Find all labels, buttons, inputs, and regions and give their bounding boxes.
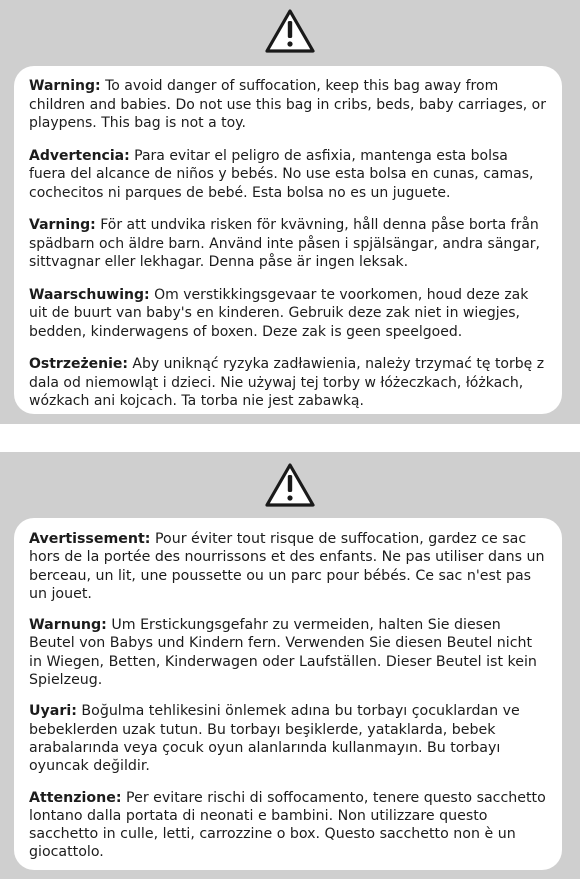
warning-label: Varning:	[29, 217, 96, 233]
warning-paragraph-es	[29, 147, 547, 203]
warning-label: Warning:	[29, 78, 101, 94]
warning-paragraph-fr	[29, 530, 547, 603]
warning-paragraph-tr	[29, 702, 547, 775]
warning-text: Boğulma tehlikesini önlemek adına bu torbayı çocuklardan ve bebeklerden uzak tutun. Bu torbayı beşiklerde, yataklarda, bebek arabalarında veya çocuk oyun alanlarında kullanmayın. Bu torbayı oyuncak değildir.	[29, 703, 520, 775]
warning-paragraph-it	[29, 789, 547, 862]
warning-text: Per evitare rischi di soffocamento, tenere questo sacchetto lontano dalla portata di neonati e bambini. Non utilizzare questo sacchetto in culle, letti, carrozzine o box. Questo sacchetto non è un giocattolo.	[29, 789, 546, 861]
warning-label: Attenzione:	[29, 789, 122, 806]
warning-label: Ostrzeżenie:	[29, 356, 128, 372]
warning-card-bottom	[14, 518, 562, 870]
warning-panel-bottom	[0, 452, 580, 879]
warning-text: Aby uniknąć ryzyka zadławienia, należy trzymać tę torbę z dala od niemowląt i dzieci. Nie używaj tej torby w łóżeczkach, łóżkach, wózkach ani kojcach. Ta torba nie jest zabawką.	[29, 356, 545, 409]
warning-paragraph-de	[29, 616, 547, 689]
warning-label: Avertissement:	[29, 531, 151, 547]
warning-label: Uyari:	[29, 703, 77, 720]
warning-text: Pour éviter tout risque de suffocation, gardez ce sac hors de la portée des nourrissons et des enfants. Ne pas utiliser dans un berceau, un lit, une poussette ou un parc pour bébés. Ce sac n'est pas un jouet.	[29, 531, 545, 602]
warning-paragraph-pl	[29, 355, 547, 411]
warning-card-top	[14, 66, 562, 414]
warning-text: Para evitar el peligro de asfixia, mantenga esta bolsa fuera del alcance de niños y bebés. No use esta bolsa en cunas, camas, cochecitos ni parques de bebé. Esta bolsa no es un juguete.	[29, 147, 534, 201]
warning-label: Warnung:	[29, 617, 107, 634]
warning-triangle-icon	[264, 462, 316, 508]
warning-text: Om verstikkingsgevaar te voorkomen, houd deze zak uit de buurt van baby's en kinderen. Gebruik deze zak niet in wiegjes, bedden, kinderwagens of boxen. Deze zak is geen speelgoed.	[29, 286, 529, 340]
warning-paragraph-sv	[29, 216, 547, 272]
warning-panel-top	[0, 0, 580, 424]
warning-triangle-icon	[264, 8, 316, 54]
warning-text: To avoid danger of suffocation, keep this bag away from children and babies. Do not use this bag in cribs, beds, baby carriages, or playpens. This bag is not a toy.	[29, 78, 546, 131]
warning-text: För att undvika risken för kvävning, håll denna påse borta från spädbarn och äldre barn. Använd inte påsen i spjälsängar, andra sängar, sittvagnar eller lekhagar. Denna påse är ingen leksak.	[29, 217, 540, 270]
warning-label: Waarschuwing:	[29, 286, 150, 303]
warning-paragraph-en	[29, 77, 547, 133]
warning-label: Advertencia:	[29, 147, 130, 164]
warning-paragraph-nl	[29, 286, 547, 342]
warning-text: Um Erstickungsgefahr zu vermeiden, halten Sie diesen Beutel von Babys und Kindern fern. Verwenden Sie diesen Beutel nicht in Wiegen, Betten, Kinderwagen oder Laufställen. Dieser Beutel ist kein Spielzeug.	[29, 617, 537, 689]
